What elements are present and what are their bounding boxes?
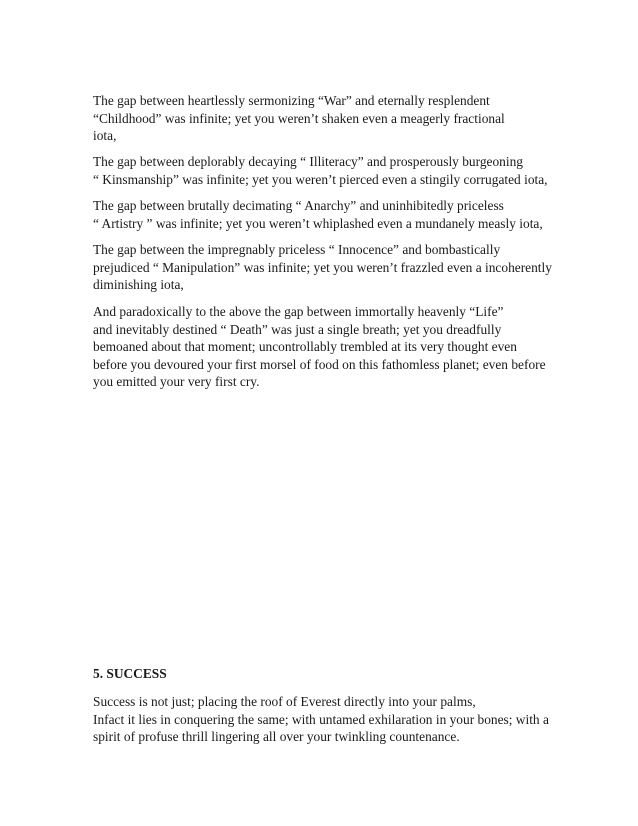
- text-line: Infact it lies in conquering the same; with untamed exhilaration in your bones; with a: [93, 711, 549, 727]
- text-line: The gap between heartlessly sermonizing “War” and eternally resplendent: [93, 93, 490, 108]
- paragraph-illiteracy-kinsmanship: [93, 153, 548, 188]
- text-line: you emitted your very first cry.: [93, 374, 260, 389]
- section-heading: 5. SUCCESS: [93, 666, 167, 681]
- paragraph-war-childhood: [93, 92, 505, 145]
- text-line: Success is not just; placing the roof of Everest directly into your palms,: [93, 694, 476, 709]
- paragraph-success: [93, 693, 549, 746]
- text-line: The gap between deplorably decaying “ Illiteracy” and prosperously burgeoning: [93, 154, 523, 169]
- text-line: bemoaned about that moment; uncontrollably trembled at its very thought even: [93, 339, 517, 354]
- text-line: prejudiced “ Manipulation” was infinite; yet you weren’t frazzled even a incoherently: [93, 259, 552, 275]
- text-line: diminishing iota,: [93, 277, 184, 292]
- paragraph-anarchy-artistry: [93, 197, 543, 232]
- paragraph-life-death: [93, 303, 546, 391]
- text-line: The gap between brutally decimating “ Anarchy” and uninhibitedly priceless: [93, 198, 504, 213]
- text-line: and inevitably destined “ Death” was just a single breath; yet you dreadfully: [93, 321, 502, 337]
- text-line: “Childhood” was infinite; yet you weren’t shaken even a meagerly fractional: [93, 110, 505, 126]
- text-line: before you devoured your first morsel of food on this fathomless planet; even before: [93, 356, 546, 372]
- text-line: “ Kinsmanship” was infinite; yet you weren’t pierced even a stingily corrugated iota,: [93, 171, 548, 187]
- text-line: The gap between the impregnably priceless “ Innocence” and bombastically: [93, 242, 501, 257]
- text-line: And paradoxically to the above the gap between immortally heavenly “Life”: [93, 304, 504, 319]
- text-line: “ Artistry ” was infinite; yet you weren’t whiplashed even a mundanely measly iota,: [93, 215, 543, 231]
- text-line: spirit of profuse thrill lingering all over your twinkling countenance.: [93, 729, 460, 744]
- paragraph-innocence-manipulation: [93, 241, 552, 294]
- text-line: iota,: [93, 128, 117, 143]
